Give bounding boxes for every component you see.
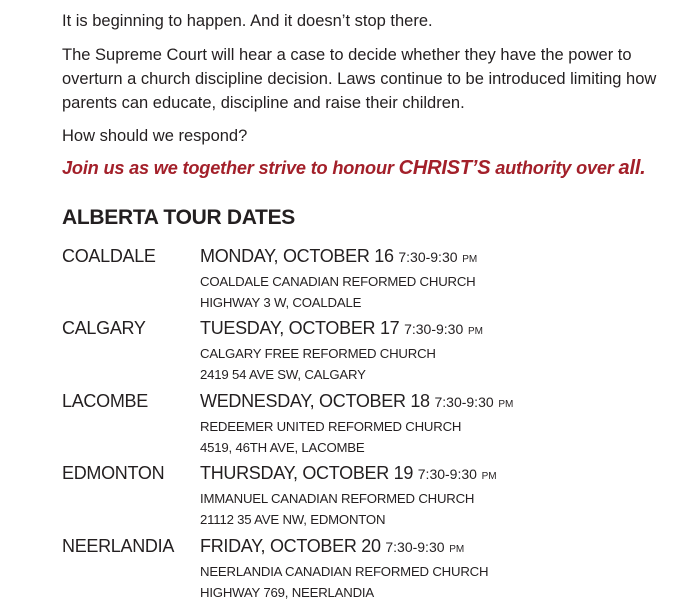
tour-stop-time: 7:30-9:30 (404, 321, 464, 337)
tour-stop-ampm: PM (481, 471, 497, 482)
tour-stop-ampm: PM (498, 399, 514, 410)
call-to-action-emphasis: CHRIST’S (398, 157, 491, 179)
tour-stop-time: 7:30-9:30 (434, 394, 494, 410)
tour-stop-venue: COALDALE CANADIAN REFORMED CHURCH (200, 274, 476, 289)
tour-stop-address: 21112 35 AVE NW, EDMONTON (200, 512, 386, 527)
tour-stop-detail (200, 390, 680, 458)
call-to-action (62, 154, 682, 182)
tour-stop-time: 7:30-9:30 (385, 539, 445, 555)
intro-paragraph-1: It is beginning to happen. And it doesn’t stop there. (62, 12, 433, 30)
tour-stop-city: NEERLANDIA (62, 536, 175, 556)
call-to-action-text-1: Join us as we together strive to honour (62, 158, 399, 178)
tour-stop-ampm: PM (462, 254, 478, 265)
tour-stop-time: 7:30-9:30 (398, 249, 458, 265)
tour-stop-address: HIGHWAY 3 W, COALDALE (200, 295, 362, 310)
tour-stop-date: FRIDAY, OCTOBER 20 (200, 536, 381, 556)
tour-stop-city: COALDALE (62, 246, 156, 266)
tour-stop-address: HIGHWAY 769, NEERLANDIA (200, 585, 374, 600)
tour-stop-date: TUESDAY, OCTOBER 17 (200, 318, 400, 338)
tour-stop-date: THURSDAY, OCTOBER 19 (200, 463, 414, 483)
tour-stop-detail (200, 535, 680, 603)
tour-stop-date: MONDAY, OCTOBER 16 (200, 246, 394, 266)
tour-heading: ALBERTA TOUR DATES (62, 206, 295, 229)
tour-stop-city: LACOMBE (62, 391, 148, 411)
call-to-action-emphasis-2: all. (618, 157, 646, 179)
tour-stop-ampm: PM (467, 326, 483, 337)
tour-stop-date-line (200, 390, 680, 416)
call-to-action-text-2: authority over (490, 158, 619, 178)
tour-stop-date-line (200, 317, 680, 343)
tour-stop-date-line (200, 535, 680, 561)
tour-stop-venue: IMMANUEL CANADIAN REFORMED CHURCH (200, 491, 475, 506)
tour-stop-time: 7:30-9:30 (417, 466, 477, 482)
intro-question: How should we respond? (62, 127, 248, 145)
tour-stop-date-line (200, 462, 680, 488)
intro-paragraph-2: The Supreme Court will hear a case to decide whether they have the power to overturn a church discipline decision. Laws continue to be introduced limiting how parents can educate, discipline and raise their children. (62, 46, 657, 112)
tour-stop-date-line (200, 245, 680, 271)
tour-stop-venue: NEERLANDIA CANADIAN REFORMED CHURCH (200, 564, 489, 579)
tour-stop-address: 4519, 46TH AVE, LACOMBE (200, 440, 365, 455)
tour-stop-venue: CALGARY FREE REFORMED CHURCH (200, 346, 436, 361)
tour-stop-address: 2419 54 AVE SW, CALGARY (200, 367, 366, 382)
tour-stop-ampm: PM (449, 544, 465, 555)
tour-stop-detail (200, 245, 680, 313)
tour-stop-detail (200, 317, 680, 385)
tour-stop-date: WEDNESDAY, OCTOBER 18 (200, 391, 430, 411)
tour-stop-detail (200, 462, 680, 530)
tour-stop-city: EDMONTON (62, 463, 165, 483)
tour-stop-city: CALGARY (62, 318, 146, 338)
tour-stop-venue: REDEEMER UNITED REFORMED CHURCH (200, 419, 462, 434)
